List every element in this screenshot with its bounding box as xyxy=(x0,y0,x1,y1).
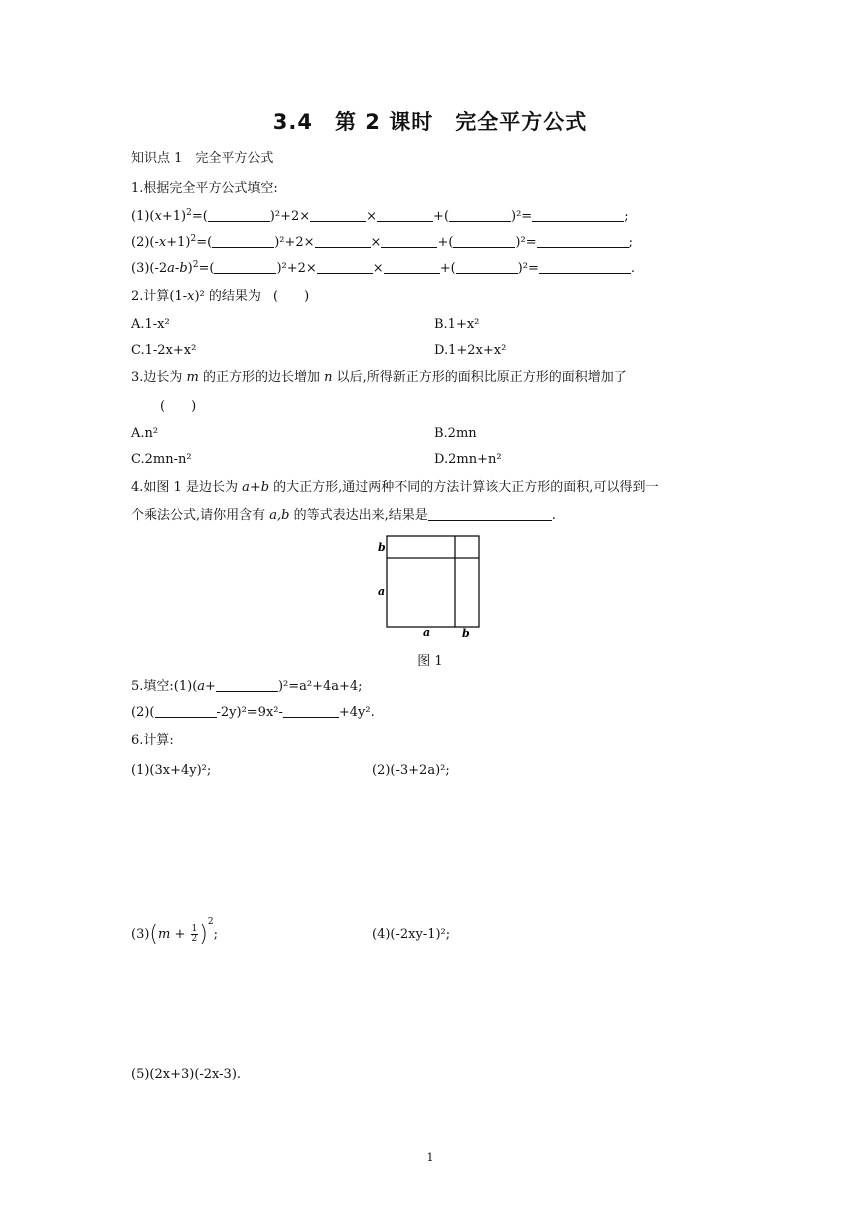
question-2-stem: 2.计算(1-x)² 的结果为 ( ) xyxy=(131,289,310,304)
answer-blank[interactable] xyxy=(208,208,270,222)
figure-caption: 图 1 xyxy=(417,654,443,669)
question-3-stem: 3.边长为 m 的正方形的边长增加 n 以后,所得新正方形的面积比原正方形的面积增加了 xyxy=(131,370,627,385)
label-a-bottom: a xyxy=(423,626,431,639)
q2-option-d[interactable]: D.1+2x+x² xyxy=(434,343,507,358)
answer-blank[interactable] xyxy=(539,260,631,274)
label-b-bottom: b xyxy=(462,627,470,640)
question-6-stem: 6.计算: xyxy=(131,733,174,748)
square-figure xyxy=(373,534,488,642)
answer-paren[interactable]: ( ) xyxy=(273,289,310,304)
question-1-part-2: $(2)(-x+1)^2=$( )²+2× × +( )²= ; xyxy=(131,234,633,250)
question-5-part-1: 5.填空:(1)(a+ )²=a²+4a+4; xyxy=(131,679,363,694)
question-1-part-3: $(3)(-2a-b)^2=$( )²+2× × +( )²= . xyxy=(131,260,635,276)
answer-blank[interactable] xyxy=(155,704,217,718)
answer-blank[interactable] xyxy=(283,704,339,718)
q3-option-b[interactable]: B.2mn xyxy=(434,426,477,441)
answer-blank[interactable] xyxy=(428,507,552,521)
answer-blank[interactable] xyxy=(377,208,433,222)
fraction-one-half: $\frac{1}{2}$ xyxy=(191,924,198,944)
answer-blank[interactable] xyxy=(315,234,371,248)
q3-option-d[interactable]: D.2mn+n² xyxy=(434,452,502,467)
question-5-part-2: (2)( -2y)²=9x²- +4y². xyxy=(131,705,375,720)
question-6-part-1: (1)(3x+4y)²; xyxy=(131,763,212,778)
q3-option-a[interactable]: A.n² xyxy=(131,426,159,441)
answer-blank[interactable] xyxy=(310,208,366,222)
q2-option-c[interactable]: C.1-2x+x² xyxy=(131,343,197,358)
answer-blank[interactable] xyxy=(212,234,274,248)
question-6-part-4: (4)(-2xy-1)²; xyxy=(372,927,451,942)
answer-blank[interactable] xyxy=(381,234,437,248)
answer-blank[interactable] xyxy=(317,260,373,274)
question-6-part-5: (5)(2x+3)(-2x-3). xyxy=(131,1067,242,1082)
question-6-part-3: (3)(m + $\frac{1}{2}$ )$^2$; xyxy=(131,917,218,947)
page-number: 1 xyxy=(426,1151,434,1164)
q2-option-a[interactable]: A.1-x² xyxy=(131,317,170,332)
answer-blank[interactable] xyxy=(537,234,629,248)
answer-blank[interactable] xyxy=(532,208,624,222)
label-b-top: b xyxy=(378,541,386,554)
answer-blank[interactable] xyxy=(214,260,276,274)
q3-option-c[interactable]: C.2mn-n² xyxy=(131,452,192,467)
question-1-part-1: $(1)(x+1)^2=$( )²+2× × +( )²= ; xyxy=(131,208,629,224)
answer-blank[interactable] xyxy=(456,260,518,274)
label-a-left: a xyxy=(378,585,386,598)
q2-option-b[interactable]: B.1+x² xyxy=(434,317,480,332)
question-4-line-2: 个乘法公式,请你用含有 a,b 的等式表达出来,结果是 . xyxy=(131,508,556,523)
answer-blank[interactable] xyxy=(449,208,511,222)
answer-paren[interactable]: ( ) xyxy=(160,399,197,414)
answer-blank[interactable] xyxy=(453,234,515,248)
page-title: 3.4 第 2 课时 完全平方公式 xyxy=(272,110,588,134)
answer-blank[interactable] xyxy=(216,678,278,692)
question-4-line-1: 4.如图 1 是边长为 a+b 的大正方形,通过两种不同的方法计算该大正方形的面积,可以得到一 xyxy=(131,480,659,495)
answer-blank[interactable] xyxy=(384,260,440,274)
question-1-stem: 1.根据完全平方公式填空: xyxy=(131,181,278,196)
question-6-part-2: (2)(-3+2a)²; xyxy=(372,763,450,778)
section-heading: 知识点 1 完全平方公式 xyxy=(131,151,274,166)
